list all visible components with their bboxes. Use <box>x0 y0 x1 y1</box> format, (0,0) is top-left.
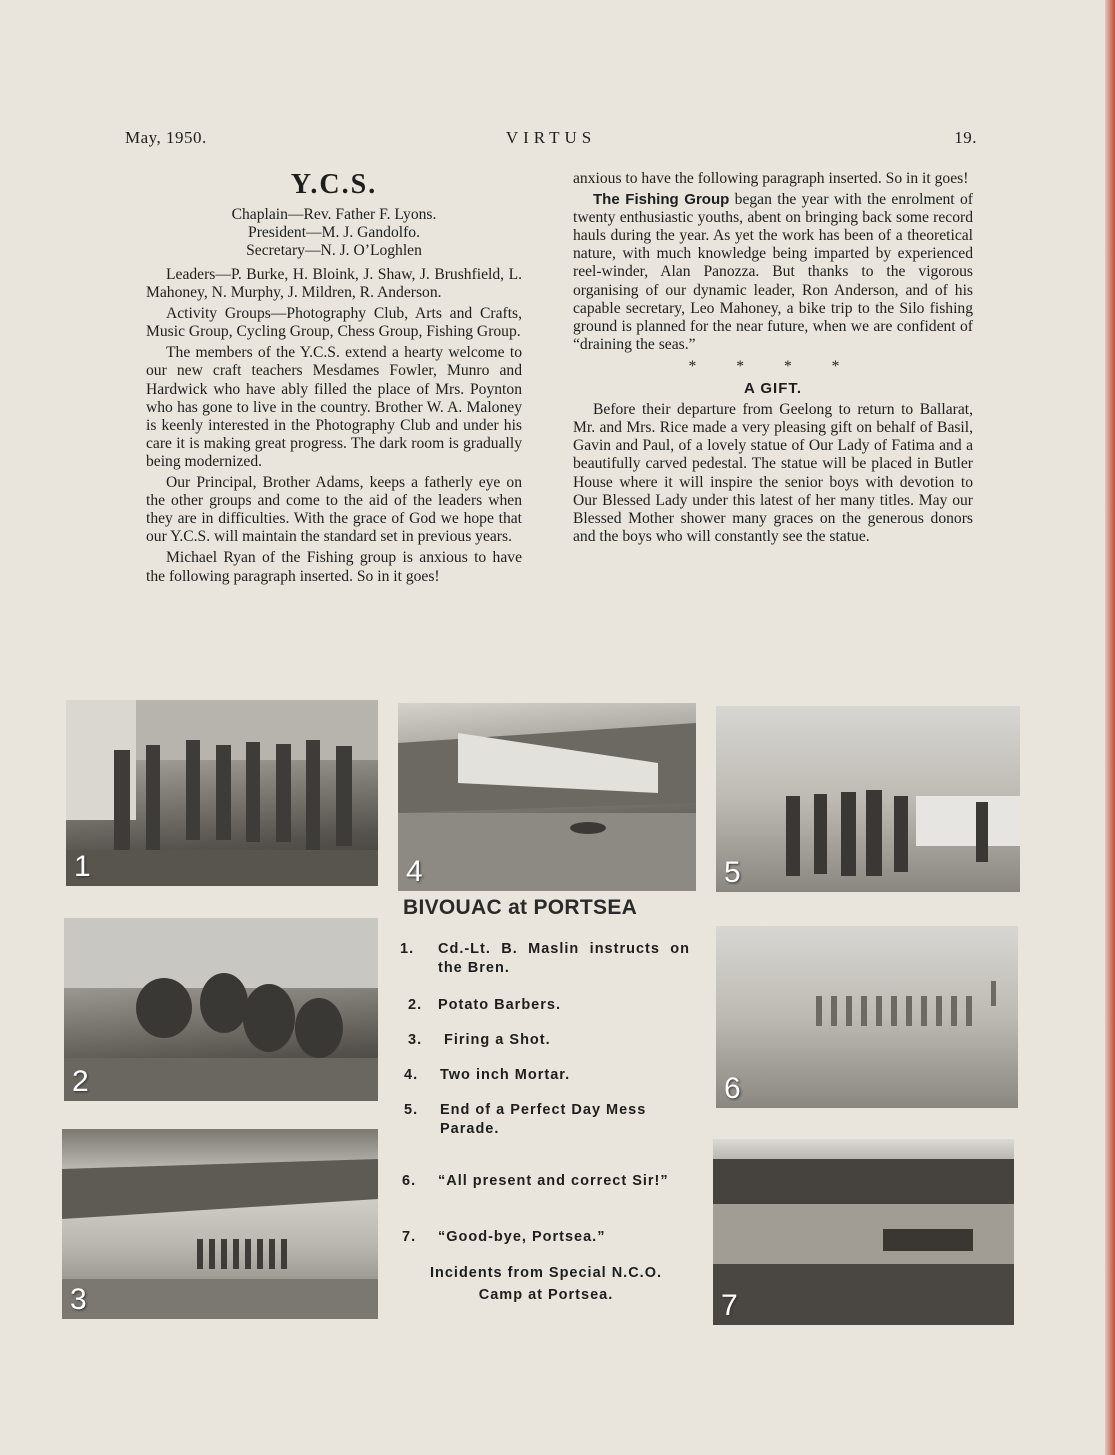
photo-5-figures <box>716 706 1020 892</box>
president-line: President—M. J. Gandolfo. <box>248 224 420 241</box>
members-paragraph: The members of the Y.C.S. extend a hearty welcome to our new craft teachers Mesdames Fowler, Munro and Hardwick who have ably filled the place of Mrs. Poynton who has gone to live in the country. Brother W. A. Maloney is keenly interested in the Photography Club and under his care it is making great progress. The dark room is gradually being modernized. <box>146 344 522 470</box>
photo-firing-a-shot <box>62 1129 378 1319</box>
caption-number: 7. <box>402 1229 417 1245</box>
officers-list <box>146 206 522 260</box>
caption-text: “All present and correct Sir!” <box>438 1173 669 1189</box>
photo-number: 3 <box>70 1283 87 1316</box>
caption-text: End of a Perfect Day Mess Parade. <box>440 1102 647 1137</box>
photo-2-figures <box>64 918 378 1101</box>
caption-text: Cd.-Lt. B. Maslin instructs on the Bren. <box>438 941 690 976</box>
photo-7-scene <box>713 1139 1014 1325</box>
principal-paragraph: Our Principal, Brother Adams, keeps a fatherly eye on the other groups and come to the aid of the leaders when they are in difficulties. With the grace of God we hope that our Y.C.S. will maintain the standard set in previous years. <box>146 474 522 546</box>
photo-number: 4 <box>406 855 423 888</box>
photo-two-inch-mortar <box>398 703 696 891</box>
caption-number: 5. <box>404 1102 419 1118</box>
caption-text: Potato Barbers. <box>438 997 561 1013</box>
activity-groups-paragraph: Activity Groups—Photography Club, Arts and Crafts, Music Group, Cycling Group, Chess Group, Fishing Group. <box>146 305 522 341</box>
photo-number: 2 <box>72 1065 89 1098</box>
caption-number: 1. <box>400 941 415 957</box>
caption-text: “Good-bye, Portsea.” <box>438 1229 606 1245</box>
caption-number: 2. <box>408 997 423 1013</box>
chaplain-line: Chaplain—Rev. Father F. Lyons. <box>231 206 437 223</box>
photo-number: 6 <box>724 1072 741 1105</box>
caption-number: 4. <box>404 1067 419 1083</box>
photo-6-formation <box>716 926 1018 1108</box>
incidents-line-1: Incidents from Special N.C.O. <box>429 1265 663 1281</box>
caption-number: 3. <box>408 1032 423 1048</box>
fishing-paragraph <box>573 191 973 354</box>
left-column <box>146 170 522 585</box>
photo-all-present <box>716 926 1018 1108</box>
photo-bren-instruction <box>66 700 378 886</box>
page-edge <box>1105 0 1115 1455</box>
michael-ryan-paragraph: Michael Ryan of the Fishing group is anxious to have the following paragraph inserted. So in it goes! <box>146 549 522 585</box>
caption-text: Firing a Shot. <box>444 1032 551 1048</box>
gift-paragraph: Before their departure from Geelong to return to Ballarat, Mr. and Mrs. Rice made a very pleasing gift on behalf of Basil, Gavin and Paul, of a lovely statue of Our Lady of Fatima and a beautifully carved pedestal. The statue will be placed in Butler House where it will inspire the senior boys with devotion to Our Blessed Lady under this latest of her many titles. May our Blessed Mother shower many graces on the generous donors and the boys who will constantly see the statue. <box>573 401 973 545</box>
incidents-caption <box>400 1262 692 1306</box>
photo-number: 5 <box>724 856 741 889</box>
page-number: 19. <box>954 128 977 147</box>
photo-mess-parade <box>716 706 1020 892</box>
leaders-paragraph: Leaders—P. Burke, H. Bloink, J. Shaw, J. Brushfield, L. Mahoney, N. Murphy, J. Mildren, R. Anderson. <box>146 266 522 302</box>
michael-ryan-continued: anxious to have the following paragraph inserted. So in it goes! <box>573 170 969 187</box>
fishing-group-text: began the year with the enrolment of twenty enthusiastic youths, abent on bringing back some record hauls during the year. As yet the work has been of a theoretical nature, with much knowledge being imparted by experienced reel-winder, Alan Panozza. But thanks to the vigorous organising of our dynamic leader, Ron Anderson, and of his capable secretary, Leo Mahoney, a bike trip to the Silo fishing ground is planned for the near future, when we are confident of “draining the seas.” <box>573 191 973 353</box>
bivouac-captions <box>400 896 692 1303</box>
caption-text: Two inch Mortar. <box>440 1067 571 1083</box>
photo-potato-barbers <box>64 918 378 1101</box>
bivouac-heading: BIVOUAC at PORTSEA <box>403 896 638 919</box>
incidents-line-2: Camp at Portsea. <box>478 1287 614 1303</box>
photo-4-scene <box>398 703 696 891</box>
photo-1-figures <box>66 700 378 886</box>
publication-title: VIRTUS <box>505 128 597 147</box>
issue-date: May, 1950. <box>125 128 207 147</box>
section-divider-stars: * * * * <box>688 357 858 375</box>
fishing-group-lead: The Fishing Group <box>593 191 730 209</box>
caption-number: 6. <box>402 1173 417 1189</box>
photo-3-scene <box>62 1129 378 1319</box>
gift-heading: A GIFT. <box>743 380 803 398</box>
photo-number: 7 <box>721 1289 738 1322</box>
right-column <box>573 170 973 546</box>
secretary-line: Secretary—N. J. O’Loghlen <box>246 242 422 259</box>
photo-number: 1 <box>74 850 91 883</box>
page-header <box>125 128 977 152</box>
ycs-heading: Y.C.S. <box>290 169 378 200</box>
photo-good-bye-portsea <box>713 1139 1014 1325</box>
